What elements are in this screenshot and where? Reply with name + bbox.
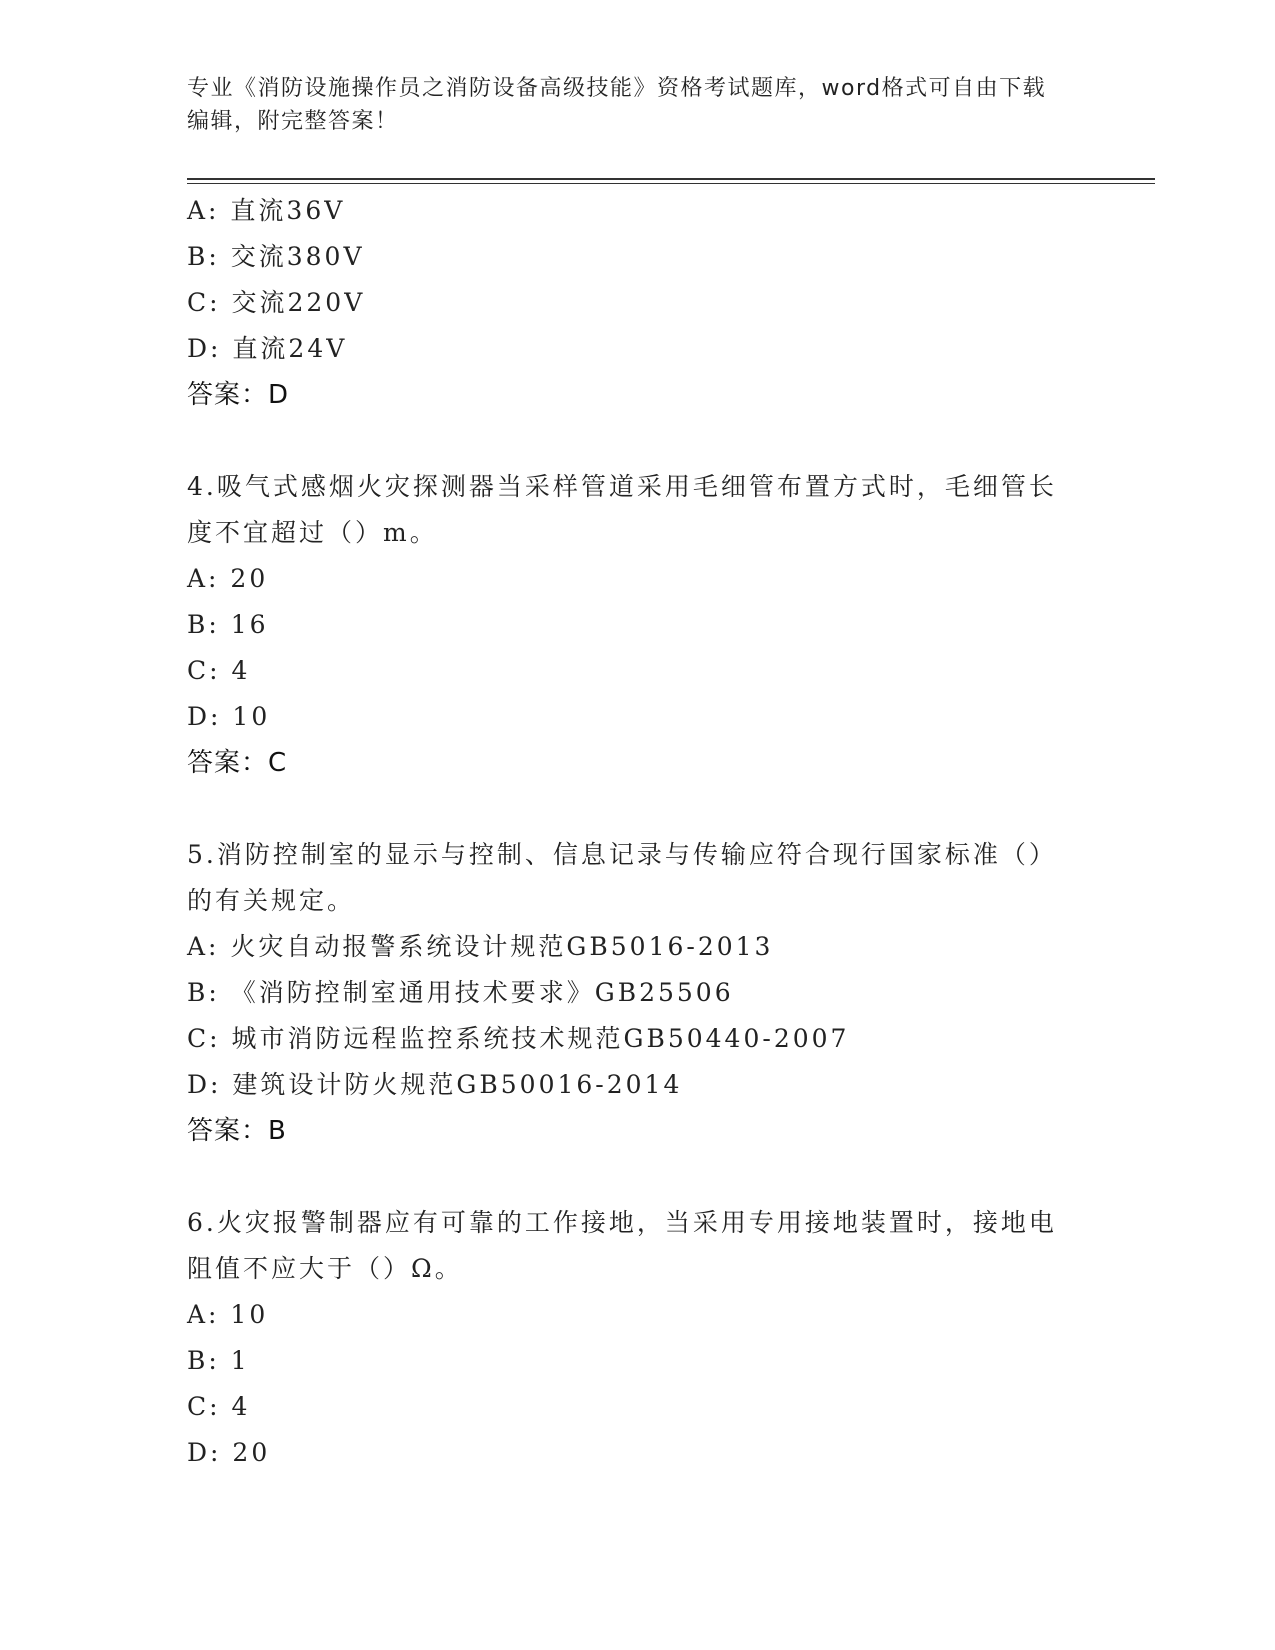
- option-d: D: 建筑设计防火规范GB50016-2014: [187, 1070, 683, 1099]
- spacer: [187, 786, 1087, 832]
- spacer: [187, 1154, 1087, 1200]
- header-divider-top: [187, 178, 1155, 180]
- question-text: 5.消防控制室的显示与控制、信息记录与传输应符合现行国家标准（）的有关规定。: [187, 840, 1057, 915]
- question-block: [187, 1200, 1087, 1476]
- answer-label: 答案：C: [187, 748, 288, 778]
- question-block: [187, 188, 1087, 418]
- answer-label: 答案：B: [187, 1116, 287, 1146]
- option-d: D: 20: [187, 1438, 271, 1467]
- answer-label: 答案：D: [187, 380, 290, 410]
- option-a: A: 10: [187, 1300, 269, 1329]
- option-b: B: 16: [187, 610, 269, 639]
- header-divider-bottom: [187, 183, 1155, 184]
- option-a: A: 火灾自动报警系统设计规范GB5016-2013: [187, 932, 774, 961]
- option-b: B: 交流380V: [187, 242, 365, 271]
- option-a: A: 直流36V: [187, 196, 346, 225]
- document-header: 专业《消防设施操作员之消防设备高级技能》资格考试题库，word格式可自由下载编辑，附完整答案！: [187, 76, 1047, 134]
- option-b: B: 1: [187, 1346, 250, 1375]
- option-b: B: 《消防控制室通用技术要求》GB25506: [187, 978, 734, 1007]
- option-c: C: 交流220V: [187, 288, 366, 317]
- question-text: 4.吸气式感烟火灾探测器当采样管道采用毛细管布置方式时，毛细管长度不宜超过（）m。: [187, 472, 1057, 547]
- question-text: 6.火灾报警制器应有可靠的工作接地，当采用专用接地装置时，接地电阻值不应大于（）Ω。: [187, 1208, 1057, 1283]
- option-c: C: 4: [187, 1392, 251, 1421]
- question-list: [187, 188, 1087, 1476]
- spacer: [187, 418, 1087, 464]
- option-d: D: 10: [187, 702, 271, 731]
- option-c: C: 城市消防远程监控系统技术规范GB50440-2007: [187, 1024, 850, 1053]
- option-c: C: 4: [187, 656, 251, 685]
- question-block: [187, 464, 1087, 786]
- question-block: [187, 832, 1087, 1154]
- option-d: D: 直流24V: [187, 334, 348, 363]
- option-a: A: 20: [187, 564, 269, 593]
